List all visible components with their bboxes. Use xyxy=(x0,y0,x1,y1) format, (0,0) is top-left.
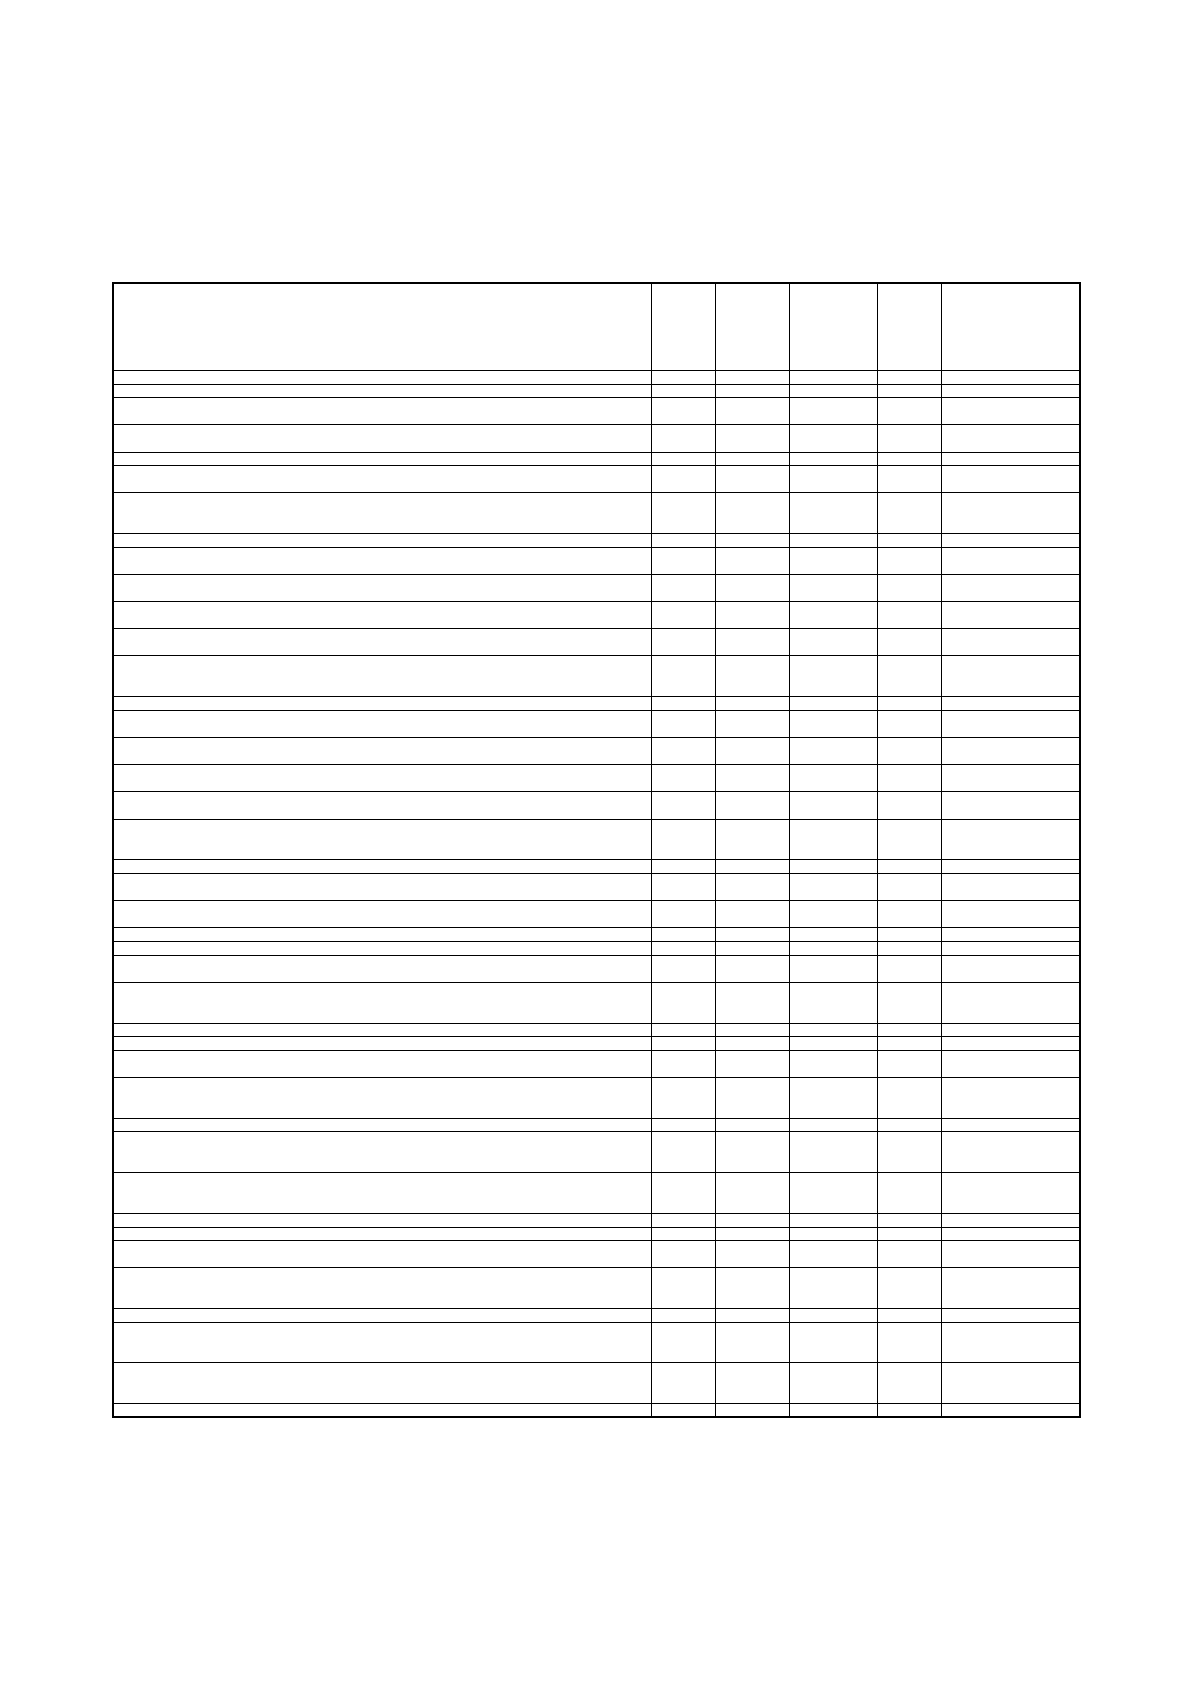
cell-subsection xyxy=(715,710,789,737)
cell-type xyxy=(877,1404,941,1418)
table-row xyxy=(113,452,1080,466)
cell-section xyxy=(651,860,715,874)
cell-subsection xyxy=(715,452,789,466)
cell-name xyxy=(113,710,651,737)
cell-subsection xyxy=(715,697,789,711)
table-row xyxy=(113,955,1080,982)
cell-amount xyxy=(941,1077,1080,1118)
cell-name xyxy=(113,534,651,548)
cell-subsection xyxy=(715,371,789,385)
table-row xyxy=(113,765,1080,792)
cell-amount xyxy=(941,982,1080,1023)
cell-name xyxy=(113,629,651,656)
cell-subsection xyxy=(715,1118,789,1132)
cell-target xyxy=(789,1023,877,1037)
cell-amount xyxy=(941,466,1080,493)
cell-type xyxy=(877,493,941,534)
header-section xyxy=(651,283,715,371)
cell-amount xyxy=(941,792,1080,819)
cell-name xyxy=(113,792,651,819)
cell-amount xyxy=(941,874,1080,901)
cell-subsection xyxy=(715,1173,789,1214)
cell-type xyxy=(877,1050,941,1077)
cell-section xyxy=(651,710,715,737)
cell-section xyxy=(651,574,715,601)
cell-amount xyxy=(941,928,1080,942)
cell-name xyxy=(113,493,651,534)
cell-target xyxy=(789,574,877,601)
cell-name xyxy=(113,547,651,574)
cell-type xyxy=(877,466,941,493)
cell-section xyxy=(651,941,715,955)
cell-type xyxy=(877,765,941,792)
cell-section xyxy=(651,452,715,466)
cell-subsection xyxy=(715,656,789,697)
cell-section xyxy=(651,656,715,697)
cell-subsection xyxy=(715,1363,789,1404)
cell-type xyxy=(877,955,941,982)
cell-target xyxy=(789,1173,877,1214)
cell-target xyxy=(789,398,877,425)
cell-name xyxy=(113,874,651,901)
cell-subsection xyxy=(715,1037,789,1051)
cell-name xyxy=(113,1077,651,1118)
cell-subsection xyxy=(715,425,789,452)
cell-amount xyxy=(941,1023,1080,1037)
cell-section xyxy=(651,1118,715,1132)
cell-type xyxy=(877,1241,941,1268)
cell-section xyxy=(651,629,715,656)
cell-amount xyxy=(941,398,1080,425)
cell-target xyxy=(789,1404,877,1418)
cell-subsection xyxy=(715,493,789,534)
cell-section xyxy=(651,371,715,385)
cell-section xyxy=(651,982,715,1023)
cell-section xyxy=(651,1322,715,1363)
cell-type xyxy=(877,1037,941,1051)
table-row xyxy=(113,792,1080,819)
cell-name xyxy=(113,1309,651,1323)
cell-amount xyxy=(941,1241,1080,1268)
cell-name xyxy=(113,819,651,860)
cell-amount xyxy=(941,656,1080,697)
table-row xyxy=(113,901,1080,928)
cell-subsection xyxy=(715,1309,789,1323)
cell-name xyxy=(113,928,651,942)
table-row xyxy=(113,656,1080,697)
cell-target xyxy=(789,1309,877,1323)
cell-amount xyxy=(941,901,1080,928)
cell-section xyxy=(651,466,715,493)
cell-section xyxy=(651,1227,715,1241)
cell-name xyxy=(113,860,651,874)
cell-amount xyxy=(941,1132,1080,1173)
cell-name xyxy=(113,1322,651,1363)
cell-target xyxy=(789,982,877,1023)
cell-target xyxy=(789,738,877,765)
cell-section xyxy=(651,901,715,928)
cell-section xyxy=(651,602,715,629)
cell-amount xyxy=(941,602,1080,629)
table-row xyxy=(113,1173,1080,1214)
cell-subsection xyxy=(715,1227,789,1241)
cell-name xyxy=(113,697,651,711)
cell-subsection xyxy=(715,738,789,765)
cell-section xyxy=(651,1363,715,1404)
cell-target xyxy=(789,371,877,385)
cell-subsection xyxy=(715,1241,789,1268)
cell-type xyxy=(877,1077,941,1118)
cell-section xyxy=(651,1077,715,1118)
cell-subsection xyxy=(715,792,789,819)
cell-name xyxy=(113,1268,651,1309)
cell-target xyxy=(789,697,877,711)
cell-section xyxy=(651,1132,715,1173)
cell-section xyxy=(651,738,715,765)
cell-subsection xyxy=(715,1213,789,1227)
cell-type xyxy=(877,1132,941,1173)
cell-target xyxy=(789,941,877,955)
cell-subsection xyxy=(715,941,789,955)
cell-amount xyxy=(941,941,1080,955)
cell-subsection xyxy=(715,602,789,629)
table-row xyxy=(113,819,1080,860)
cell-target xyxy=(789,602,877,629)
cell-target xyxy=(789,955,877,982)
cell-section xyxy=(651,1037,715,1051)
cell-amount xyxy=(941,371,1080,385)
cell-subsection xyxy=(715,982,789,1023)
table-row xyxy=(113,398,1080,425)
cell-subsection xyxy=(715,860,789,874)
cell-subsection xyxy=(715,629,789,656)
cell-amount xyxy=(941,1322,1080,1363)
cell-target xyxy=(789,1268,877,1309)
cell-type xyxy=(877,547,941,574)
table-body xyxy=(113,371,1080,1418)
cell-amount xyxy=(941,1404,1080,1418)
cell-section xyxy=(651,928,715,942)
cell-subsection xyxy=(715,928,789,942)
cell-name xyxy=(113,901,651,928)
cell-type xyxy=(877,602,941,629)
table-row xyxy=(113,466,1080,493)
cell-name xyxy=(113,1037,651,1051)
cell-name xyxy=(113,1363,651,1404)
cell-amount xyxy=(941,1118,1080,1132)
header-subsection xyxy=(715,283,789,371)
cell-type xyxy=(877,1309,941,1323)
table-row xyxy=(113,1213,1080,1227)
table-row xyxy=(113,602,1080,629)
cell-target xyxy=(789,1213,877,1227)
cell-target xyxy=(789,1322,877,1363)
table-row xyxy=(113,1077,1080,1118)
cell-amount xyxy=(941,697,1080,711)
cell-type xyxy=(877,901,941,928)
cell-target xyxy=(789,493,877,534)
table-row xyxy=(113,629,1080,656)
cell-target xyxy=(789,901,877,928)
cell-type xyxy=(877,629,941,656)
cell-amount xyxy=(941,1363,1080,1404)
cell-target xyxy=(789,1132,877,1173)
cell-name xyxy=(113,371,651,385)
cell-type xyxy=(877,452,941,466)
cell-subsection xyxy=(715,955,789,982)
table-row xyxy=(113,425,1080,452)
cell-type xyxy=(877,928,941,942)
cell-amount xyxy=(941,1309,1080,1323)
table-row xyxy=(113,697,1080,711)
cell-name xyxy=(113,425,651,452)
cell-section xyxy=(651,384,715,398)
cell-amount xyxy=(941,384,1080,398)
cell-target xyxy=(789,860,877,874)
cell-amount xyxy=(941,860,1080,874)
table-row xyxy=(113,493,1080,534)
cell-section xyxy=(651,398,715,425)
cell-amount xyxy=(941,1037,1080,1051)
cell-type xyxy=(877,534,941,548)
cell-section xyxy=(651,1404,715,1418)
cell-target xyxy=(789,1077,877,1118)
cell-name xyxy=(113,656,651,697)
cell-subsection xyxy=(715,765,789,792)
cell-amount xyxy=(941,574,1080,601)
cell-subsection xyxy=(715,1404,789,1418)
cell-amount xyxy=(941,1213,1080,1227)
cell-section xyxy=(651,1173,715,1214)
cell-type xyxy=(877,738,941,765)
table-row xyxy=(113,1268,1080,1309)
cell-name xyxy=(113,452,651,466)
cell-amount xyxy=(941,955,1080,982)
cell-amount xyxy=(941,1268,1080,1309)
table-row xyxy=(113,1050,1080,1077)
table-row xyxy=(113,1241,1080,1268)
cell-amount xyxy=(941,738,1080,765)
cell-type xyxy=(877,941,941,955)
table-row xyxy=(113,547,1080,574)
table-row xyxy=(113,874,1080,901)
cell-subsection xyxy=(715,1023,789,1037)
cell-name xyxy=(113,1132,651,1173)
cell-subsection xyxy=(715,547,789,574)
cell-amount xyxy=(941,629,1080,656)
table-row xyxy=(113,710,1080,737)
cell-section xyxy=(651,874,715,901)
table-row xyxy=(113,1309,1080,1323)
cell-amount xyxy=(941,425,1080,452)
cell-name xyxy=(113,1241,651,1268)
header-name xyxy=(113,283,651,371)
table-row xyxy=(113,1037,1080,1051)
cell-target xyxy=(789,547,877,574)
cell-section xyxy=(651,1213,715,1227)
cell-name xyxy=(113,1213,651,1227)
cell-section xyxy=(651,1309,715,1323)
cell-subsection xyxy=(715,874,789,901)
cell-subsection xyxy=(715,1050,789,1077)
cell-name xyxy=(113,1173,651,1214)
cell-section xyxy=(651,493,715,534)
cell-subsection xyxy=(715,1132,789,1173)
table-row xyxy=(113,1023,1080,1037)
cell-type xyxy=(877,1363,941,1404)
cell-section xyxy=(651,1241,715,1268)
cell-name xyxy=(113,738,651,765)
cell-type xyxy=(877,1213,941,1227)
cell-target xyxy=(789,928,877,942)
cell-subsection xyxy=(715,1322,789,1363)
cell-amount xyxy=(941,452,1080,466)
table-row xyxy=(113,982,1080,1023)
cell-type xyxy=(877,574,941,601)
cell-subsection xyxy=(715,384,789,398)
cell-target xyxy=(789,1118,877,1132)
cell-amount xyxy=(941,534,1080,548)
table-row xyxy=(113,574,1080,601)
cell-target xyxy=(789,710,877,737)
cell-target xyxy=(789,1037,877,1051)
cell-target xyxy=(789,384,877,398)
cell-target xyxy=(789,1050,877,1077)
cell-type xyxy=(877,1268,941,1309)
cell-subsection xyxy=(715,819,789,860)
cell-section xyxy=(651,955,715,982)
cell-section xyxy=(651,1023,715,1037)
cell-name xyxy=(113,1023,651,1037)
cell-name xyxy=(113,1227,651,1241)
cell-amount xyxy=(941,547,1080,574)
cell-section xyxy=(651,792,715,819)
table-row xyxy=(113,928,1080,942)
cell-target xyxy=(789,452,877,466)
cell-subsection xyxy=(715,398,789,425)
cell-target xyxy=(789,874,877,901)
table-row xyxy=(113,1363,1080,1404)
cell-type xyxy=(877,384,941,398)
cell-type xyxy=(877,792,941,819)
table-row xyxy=(113,1322,1080,1363)
cell-section xyxy=(651,1268,715,1309)
table-row xyxy=(113,941,1080,955)
cell-amount xyxy=(941,765,1080,792)
cell-type xyxy=(877,656,941,697)
cell-amount xyxy=(941,710,1080,737)
cell-amount xyxy=(941,493,1080,534)
cell-type xyxy=(877,1227,941,1241)
cell-type xyxy=(877,860,941,874)
cell-type xyxy=(877,371,941,385)
cell-amount xyxy=(941,1050,1080,1077)
cell-type xyxy=(877,697,941,711)
cell-name xyxy=(113,955,651,982)
cell-name xyxy=(113,765,651,792)
cell-name xyxy=(113,398,651,425)
table-row xyxy=(113,738,1080,765)
cell-subsection xyxy=(715,901,789,928)
cell-subsection xyxy=(715,1268,789,1309)
cell-name xyxy=(113,1118,651,1132)
cell-name xyxy=(113,466,651,493)
cell-subsection xyxy=(715,466,789,493)
cell-section xyxy=(651,765,715,792)
cell-target xyxy=(789,1241,877,1268)
cell-type xyxy=(877,398,941,425)
expenditure-table xyxy=(112,282,1081,1418)
cell-subsection xyxy=(715,1077,789,1118)
cell-section xyxy=(651,1050,715,1077)
cell-target xyxy=(789,534,877,548)
cell-name xyxy=(113,1404,651,1418)
cell-section xyxy=(651,425,715,452)
table-row xyxy=(113,860,1080,874)
cell-target xyxy=(789,1227,877,1241)
cell-type xyxy=(877,1322,941,1363)
cell-type xyxy=(877,819,941,860)
cell-section xyxy=(651,697,715,711)
cell-target xyxy=(789,425,877,452)
table-row xyxy=(113,1132,1080,1173)
cell-amount xyxy=(941,819,1080,860)
cell-target xyxy=(789,819,877,860)
cell-amount xyxy=(941,1227,1080,1241)
table-row xyxy=(113,1404,1080,1418)
cell-target xyxy=(789,629,877,656)
cell-target xyxy=(789,466,877,493)
cell-type xyxy=(877,425,941,452)
cell-name xyxy=(113,574,651,601)
cell-type xyxy=(877,1023,941,1037)
table-header-row xyxy=(113,283,1080,371)
cell-name xyxy=(113,982,651,1023)
cell-target xyxy=(789,1363,877,1404)
header-target xyxy=(789,283,877,371)
table-row xyxy=(113,1118,1080,1132)
cell-section xyxy=(651,534,715,548)
cell-type xyxy=(877,982,941,1023)
cell-section xyxy=(651,547,715,574)
header-amount xyxy=(941,283,1080,371)
cell-name xyxy=(113,602,651,629)
cell-section xyxy=(651,819,715,860)
cell-target xyxy=(789,656,877,697)
cell-subsection xyxy=(715,534,789,548)
cell-type xyxy=(877,1173,941,1214)
cell-target xyxy=(789,792,877,819)
header-type xyxy=(877,283,941,371)
table-row xyxy=(113,384,1080,398)
cell-target xyxy=(789,765,877,792)
cell-subsection xyxy=(715,574,789,601)
cell-name xyxy=(113,941,651,955)
cell-name xyxy=(113,1050,651,1077)
cell-type xyxy=(877,874,941,901)
cell-type xyxy=(877,710,941,737)
cell-amount xyxy=(941,1173,1080,1214)
cell-type xyxy=(877,1118,941,1132)
table-row xyxy=(113,534,1080,548)
table-row xyxy=(113,371,1080,385)
cell-name xyxy=(113,384,651,398)
table-row xyxy=(113,1227,1080,1241)
